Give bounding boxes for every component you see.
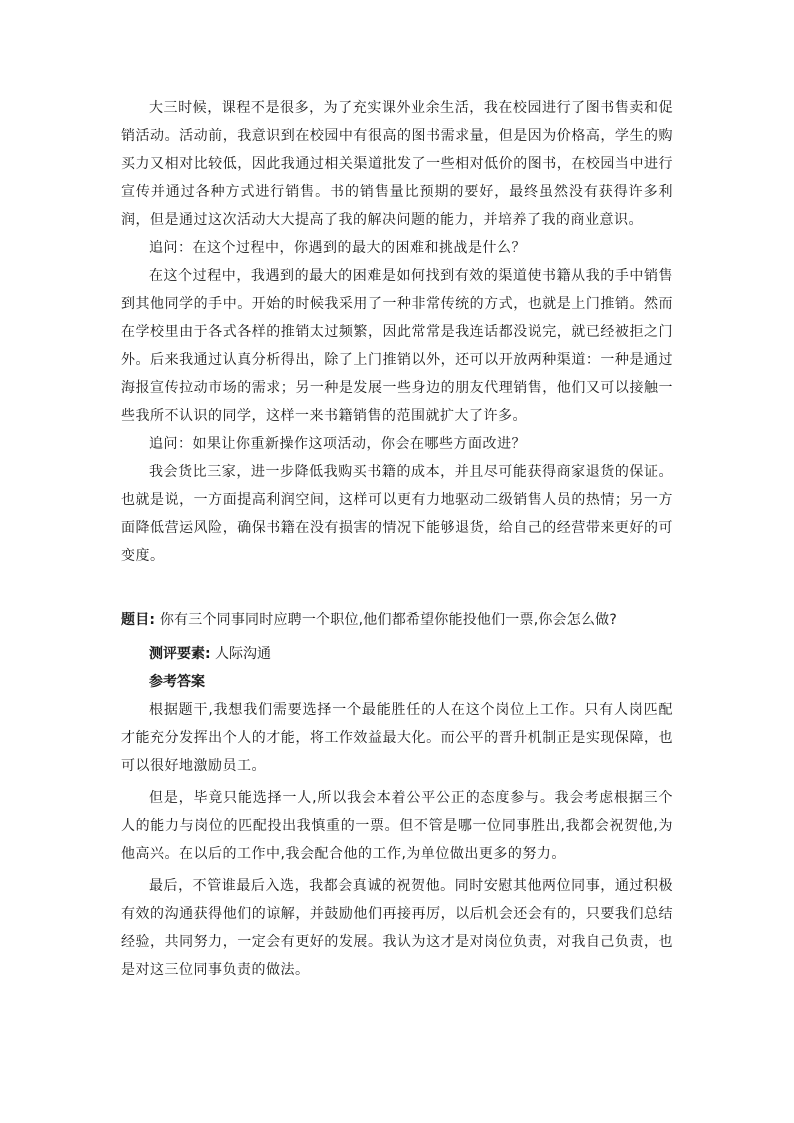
answer-paragraph-3: 最后，不管谁最后入选，我都会真诚的祝贺他。同时安慰其他两位同事，通过积极有效的沟通获得他们的谅解，并鼓励他们再接再厉，以后机会还会有的，只要我们总结经验，共同努力，一定会有更好的发展。我认为这才是对岗位负责，对我自己负责，也是对这三位同事负责的做法。	[121, 878, 673, 978]
followup-answer-1: 在这个过程中，我遇到的最大的困难是如何找到有效的渠道使书籍从我的手中销售到其他同学的手中。开始的时候我采用了一种非常传统的方式，也就是上门推销。然而在学校里由于各式各样的推销太过频繁，因此常常是我连话都没说完，就已经被拒之门外。后来我通过认真分析得出，除了上门推销以外，还可以开放两种渠道：一种是通过海报宣传拉动市场的需求；另一种是发展一些身边的朋友代理销售，他们又可以接触一些我所不认识的同学，这样一来书籍销售的范围就扩大了许多。	[121, 268, 673, 424]
question-label: 题目:	[121, 612, 156, 628]
answer-heading: 参考答案	[149, 674, 205, 690]
followup-answer-2: 我会货比三家，进一步降低我购买书籍的成本，并且尽可能获得商家退货的保证。也就是说，一方面提高利润空间，这样可以更有力地驱动二级销售人员的热情；另一方面降低营运风险，确保书籍在没有损害的情况下能够退货，给自己的经营带来更好的可变度。	[121, 464, 673, 564]
answer-paragraph-1: 根据题干,我想我们需要选择一个最能胜任的人在这个岗位上工作。只有人岗匹配才能充分发挥出个人的才能，将工作效益最大化。而公平的晋升机制正是实现保障，也可以很好地激励员工。	[121, 702, 673, 774]
intro-paragraph: 大三时候，课程不是很多，为了充实课外业余生活，我在校园进行了图书售卖和促销活动。活动前，我意识到在校园中有很高的图书需求量，但是因为价格高，学生的购买力又相对比较低，因此我通过相关渠道批发了一些相对低价的图书，在校园当中进行宣传并通过各种方式进行销售。书的销售量比预期的要好，最终虽然没有获得许多利润，但是通过这次活动大大提高了我的解决问题的能力，并培养了我的商业意识。	[121, 100, 673, 228]
question-line	[121, 606, 673, 634]
criteria-label: 测评要素:	[149, 646, 211, 662]
followup-question-2: 追问：如果让你重新操作这项活动，你会在哪些方面改进？	[149, 436, 526, 452]
question-text: 你有三个同事同时应聘一个职位,他们都希望你能投他们一票,你会怎么做?	[155, 612, 617, 628]
document-page	[121, 94, 673, 984]
criteria-line	[121, 640, 673, 668]
answer-paragraph-2: 但是，毕竟只能选择一人,所以我会本着公平公正的态度参与。我会考虑根据三个人的能力与岗位的匹配投出我慎重的一票。但不管是哪一位同事胜出,我都会祝贺他,为他高兴。在以后的工作中,我会配合他的工作,为单位做出更多的努力。	[121, 790, 673, 862]
criteria-text: 人际沟通	[210, 646, 272, 662]
followup-question-1: 追问：在这个过程中，你遇到的最大的困难和挑战是什么？	[149, 240, 526, 256]
